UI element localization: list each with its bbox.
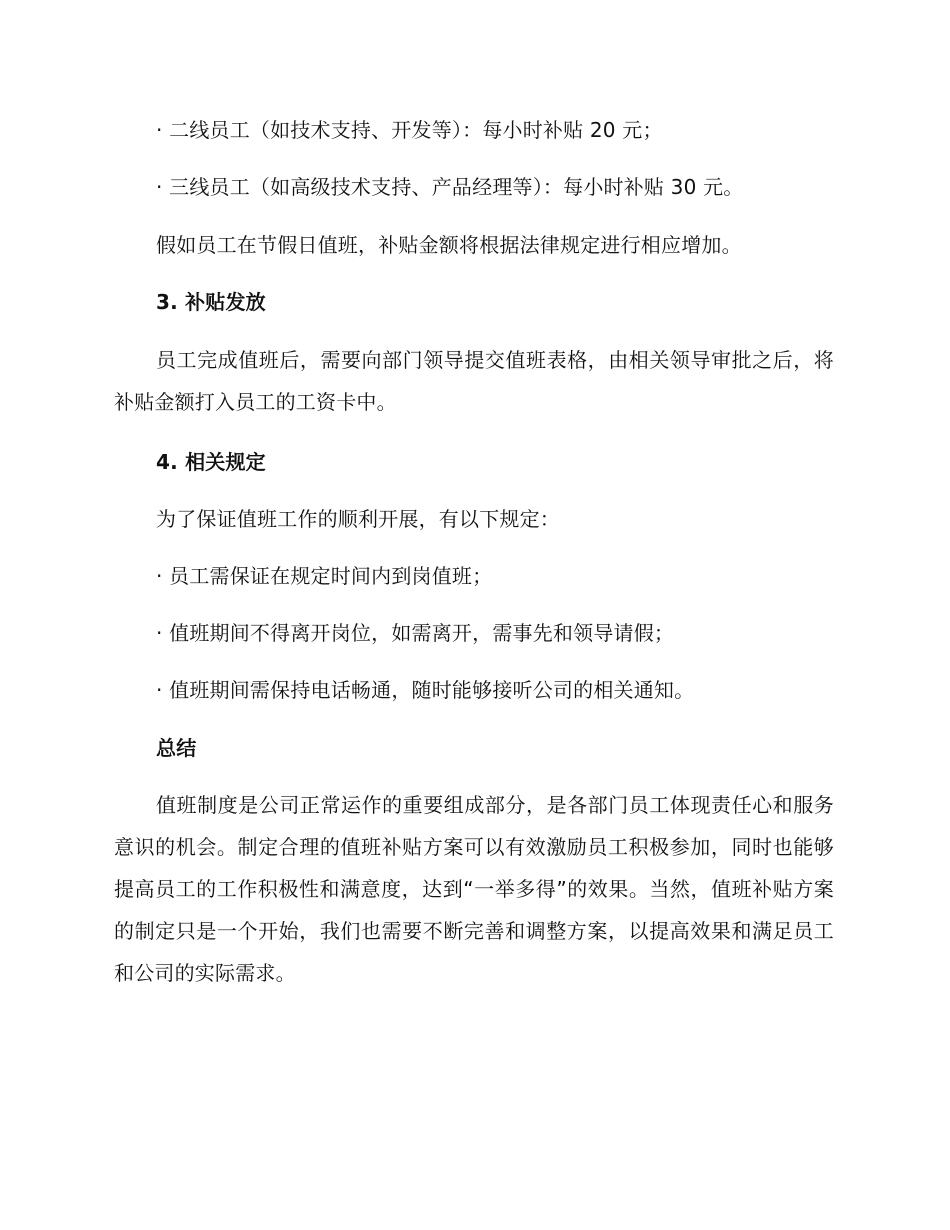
holiday-note: 假如员工在节假日值班，补贴金额将根据法律规定进行相应增加。	[156, 233, 742, 257]
summary-heading: 总结	[156, 736, 197, 760]
section-4-intro: 为了保证值班工作的顺利开展，有以下规定：	[156, 507, 560, 531]
rule-item: · 值班期间不得离开岗位，如需离开，需事先和领导请假；	[156, 621, 675, 645]
summary-body: 值班制度是公司正常运作的重要组成部分，是各部门员工体现责任心和服务意识的机会。制定合理的值班补贴方案可以有效激励员工积极参加，同时也能够提高员工的工作积极性和满意度，达到“一举多得”的效果。当然，值班补贴方案的制定只是一个开始，我们也需要不断完善和调整方案，以提高效果和满足员工和公司的实际需求。	[114, 793, 834, 985]
section-4-heading: 4. 相关规定	[156, 450, 266, 474]
bullet-second-line-staff: · 二线员工（如技术支持、开发等）：每小时补贴 20 元；	[156, 118, 663, 142]
rule-item: · 员工需保证在规定时间内到岗值班；	[156, 564, 493, 588]
section-3-body: 员工完成值班后，需要向部门领导提交值班表格，由相关领导审批之后，将补贴金额打入员工的工资卡中。	[114, 348, 834, 414]
bullet-third-line-staff: · 三线员工（如高级技术支持、产品经理等）：每小时补贴 30 元。	[156, 175, 744, 199]
section-3-heading: 3. 补贴发放	[156, 290, 266, 314]
rule-item: · 值班期间需保持电话畅通，随时能够接听公司的相关通知。	[156, 678, 695, 702]
